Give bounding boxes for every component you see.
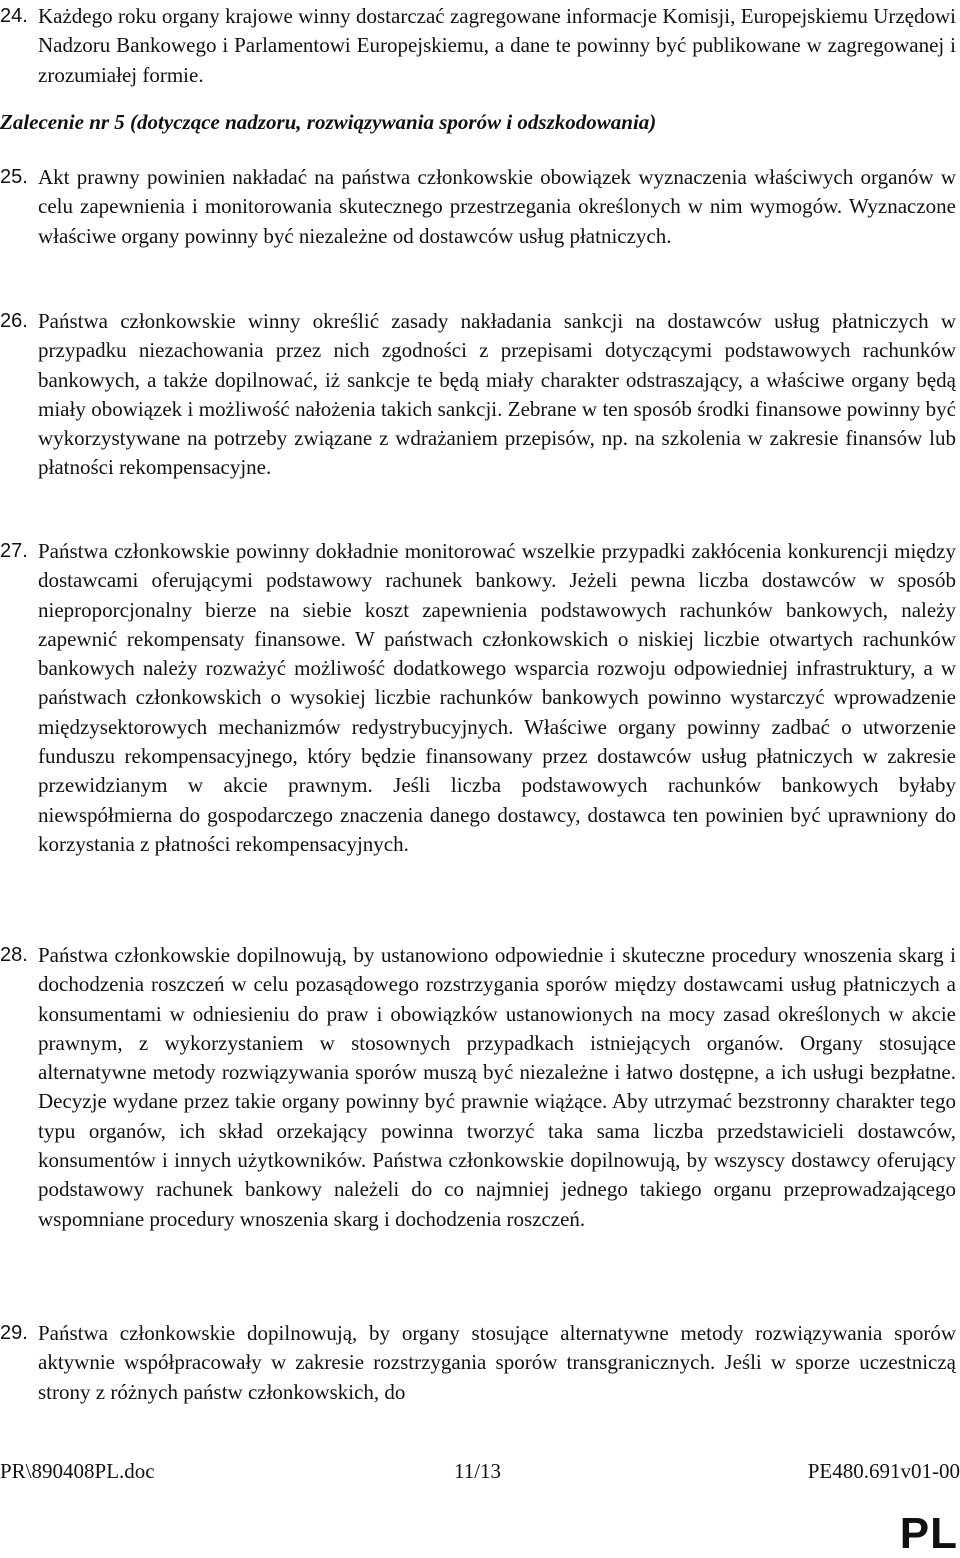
recommendation-heading: Zalecenie nr 5 (dotyczące nadzoru, rozwiązywania sporów i odszkodowania) xyxy=(0,110,657,134)
footer-page-number: 11/13 xyxy=(454,1459,502,1483)
paragraph-27 xyxy=(0,537,956,859)
paragraph-text: Państwa członkowskie winny określić zasady nakładania sankcji na dostawców usług płatniczych w przypadku niezachowania przez nich zgodności z przepisami dotyczącymi podstawowych rachunków bankowych, a także dopilnować, iż sankcje te będą miały charakter odstraszający, a właściwe organy będą miały obowiązek i możliwość nałożenia takich sankcji. Zebrane w ten sposób środki finansowe powinny być wykorzystywane na potrzeby związane z wdrażaniem przepisów, np. na szkolenia w zakresie finansów lub płatności rekompensacyjne. xyxy=(38,309,956,480)
paragraph-24 xyxy=(0,2,956,90)
footer-doc-ref: PR\890408PL.doc xyxy=(0,1459,155,1483)
paragraph-text: Państwa członkowskie powinny dokładnie monitorować wszelkie przypadki zakłócenia konkurencji między dostawcami oferującymi podstawowy rachunek bankowy. Jeżeli pewna liczba dostawców w sposób nieproporcjonalny bierze na siebie koszt zapewnienia podstawowych rachunków bankowych, należy zapewnić rekompensaty finansowe. W państwach członkowskich o niskiej liczbie otwartych rachunków bankowych należy rozważyć możliwość dodatkowego wsparcia rozwoju odpowiedniej infrastruktury, a w państwach członkowskich o wysokiej liczbie rachunków bankowych powinno wystarczyć wprowadzenie międzysektorowych mechanizmów redystrybucyjnych. Właściwe organy powinny zadbać o utworzenie funduszu rekompensacyjnego, który będzie finansowany przez dostawców usług płatniczych w zakresie przewidzianym w akcie prawnym. Jeśli liczba podstawowych rachunków bankowych byłaby niewspółmierna do gospodarczego znaczenia danego dostawcy, dostawca ten powinien być uprawniony do korzystania z płatności rekompensacyjnych. xyxy=(38,539,956,856)
paragraph-number: 24. xyxy=(0,5,28,27)
page-footer xyxy=(0,1459,960,1489)
paragraph-text: Państwa członkowskie dopilnowują, by organy stosujące alternatywne metody rozwiązywania sporów aktywnie współpracowały w zakresie rozstrzygania sporów transgranicznych. Jeśli w sporze uczestniczą strony z różnych państw członkowskich, do xyxy=(38,1321,956,1404)
language-code: PL xyxy=(899,1509,958,1558)
footer-version: PE480.691v01-00 xyxy=(807,1459,960,1483)
paragraph-number: 25. xyxy=(0,166,28,188)
paragraph-number: 26. xyxy=(0,310,28,332)
paragraph-number: 27. xyxy=(0,540,28,562)
paragraph-text: Akt prawny powinien nakładać na państwa członkowskie obowiązek wyznaczenia właściwych organów w celu zapewnienia i monitorowania skutecznego przestrzegania określonych w nim wymogów. Wyznaczone właściwe organy powinny być niezależne od dostawców usług płatniczych. xyxy=(38,165,956,248)
paragraph-28 xyxy=(0,941,956,1234)
paragraph-29 xyxy=(0,1319,956,1407)
paragraph-text: Państwa członkowskie dopilnowują, by ustanowiono odpowiednie i skuteczne procedury wnoszenia skarg i dochodzenia roszczeń w celu pozasądowego rozstrzygania sporów między dostawcami usług płatniczych a konsumentami w odniesieniu do praw i obowiązków ustanowionych na mocy zasad określonych w akcie prawnym, z wykorzystaniem w stosownych przypadkach istniejących organów. Organy stosujące alternatywne metody rozwiązywania sporów muszą być niezależne i łatwo dostępne, a ich usługi bezpłatne. Decyzje wydane przez takie organy powinny być prawnie wiążące. Aby utrzymać bezstronny charakter tego typu organów, ich skład orzekający powinna tworzyć taka sama liczba przedstawicieli dostawców, konsumentów i innych użytkowników. Państwa członkowskie dopilnowują, by wszyscy dostawcy oferujący podstawowy rachunek bankowy należeli do co najmniej jednego takiego organu przeprowadzającego wspomniane procedury wnoszenia skarg i dochodzenia roszczeń. xyxy=(38,943,956,1231)
paragraph-number: 28. xyxy=(0,944,28,966)
paragraph-26 xyxy=(0,307,956,483)
paragraph-25 xyxy=(0,163,956,251)
paragraph-number: 29. xyxy=(0,1322,28,1344)
paragraph-text: Każdego roku organy krajowe winny dostarczać zagregowane informacje Komisji, Europejskiemu Urzędowi Nadzoru Bankowego i Parlamentowi Europejskiemu, a dane te powinny być publikowane w zagregowanej i zrozumiałej formie. xyxy=(38,4,956,87)
